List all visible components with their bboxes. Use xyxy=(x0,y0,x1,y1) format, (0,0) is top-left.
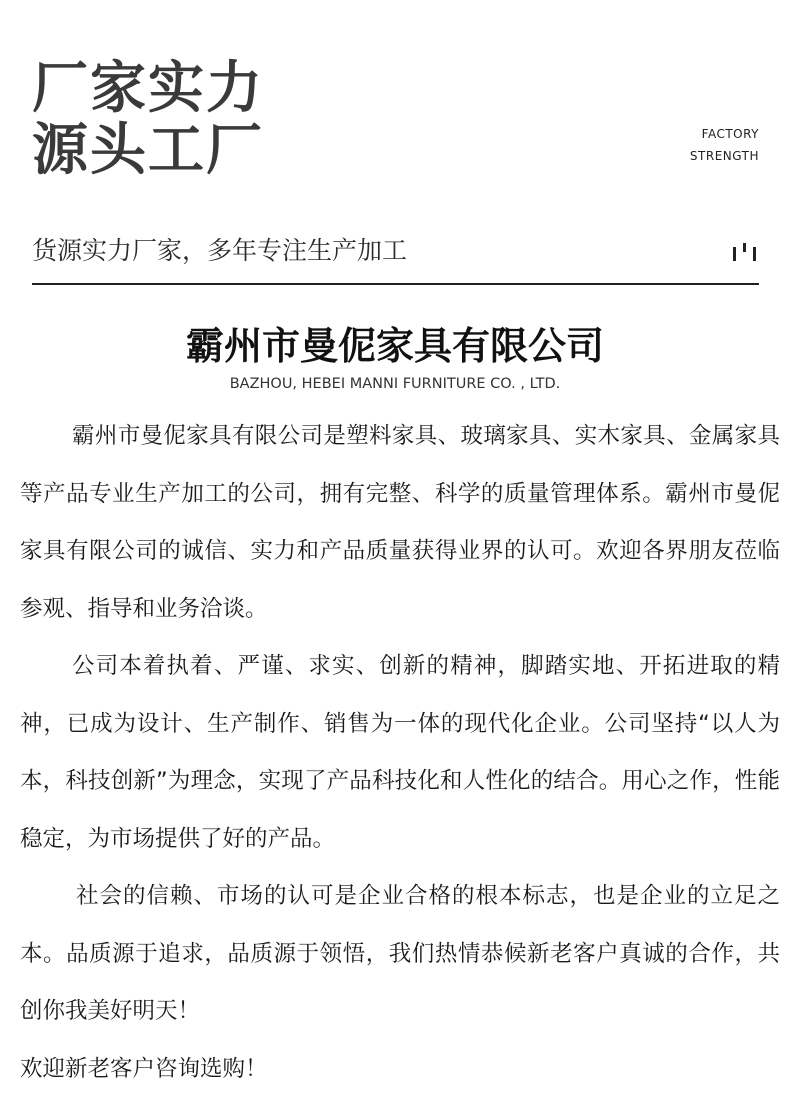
tag-line-2: STRENGTH xyxy=(690,145,759,167)
intro-paragraph-2: 公司本着执着、严谨、求实、创新的精神，脚踏实地、开拓进取的精神，已成为设计、生产制作、销售为一体的现代化企业。公司坚持“以人为本，科技创新”为理念，实现了产品科技化和人性化的结合。用心之作，性能稳定，为市场提供了好的产品。 xyxy=(20,638,780,868)
divider xyxy=(32,283,759,285)
hero-title-line-2: 源头工厂 xyxy=(32,120,264,182)
company-name: 霸州市曼伲家具有限公司 xyxy=(0,320,790,372)
intro-paragraph-1: 霸州市曼伲家具有限公司是塑料家具、玻璃家具、实木家具、金属家具等产品专业生产加工的公司，拥有完整、科学的质量管理体系。霸州市曼伲家具有限公司的诚信、实力和产品质量获得业界的认可。欢迎各界朋友莅临参观、指导和业务洽谈。 xyxy=(20,408,780,638)
decorative-bars-icon xyxy=(732,243,758,261)
company-name-en: BAZHOU, HEBEI MANNI FURNITURE CO. , LTD. xyxy=(0,373,790,395)
company-intro xyxy=(20,408,780,1098)
slogan: 货源实力厂家，多年专注生产加工 xyxy=(32,234,407,268)
intro-paragraph-3: 社会的信赖、市场的认可是企业合格的根本标志，也是企业的立足之本。品质源于追求，品质源于领悟，我们热情恭候新老客户真诚的合作，共创你我美好明天！ xyxy=(20,868,780,1041)
closing-line: 欢迎新老客户咨询选购！ xyxy=(20,1041,780,1098)
hero-title-line-1: 厂家实力 xyxy=(32,58,264,120)
factory-strength-tag xyxy=(690,123,759,167)
tag-line-1: FACTORY xyxy=(690,123,759,145)
hero-title xyxy=(32,58,264,182)
